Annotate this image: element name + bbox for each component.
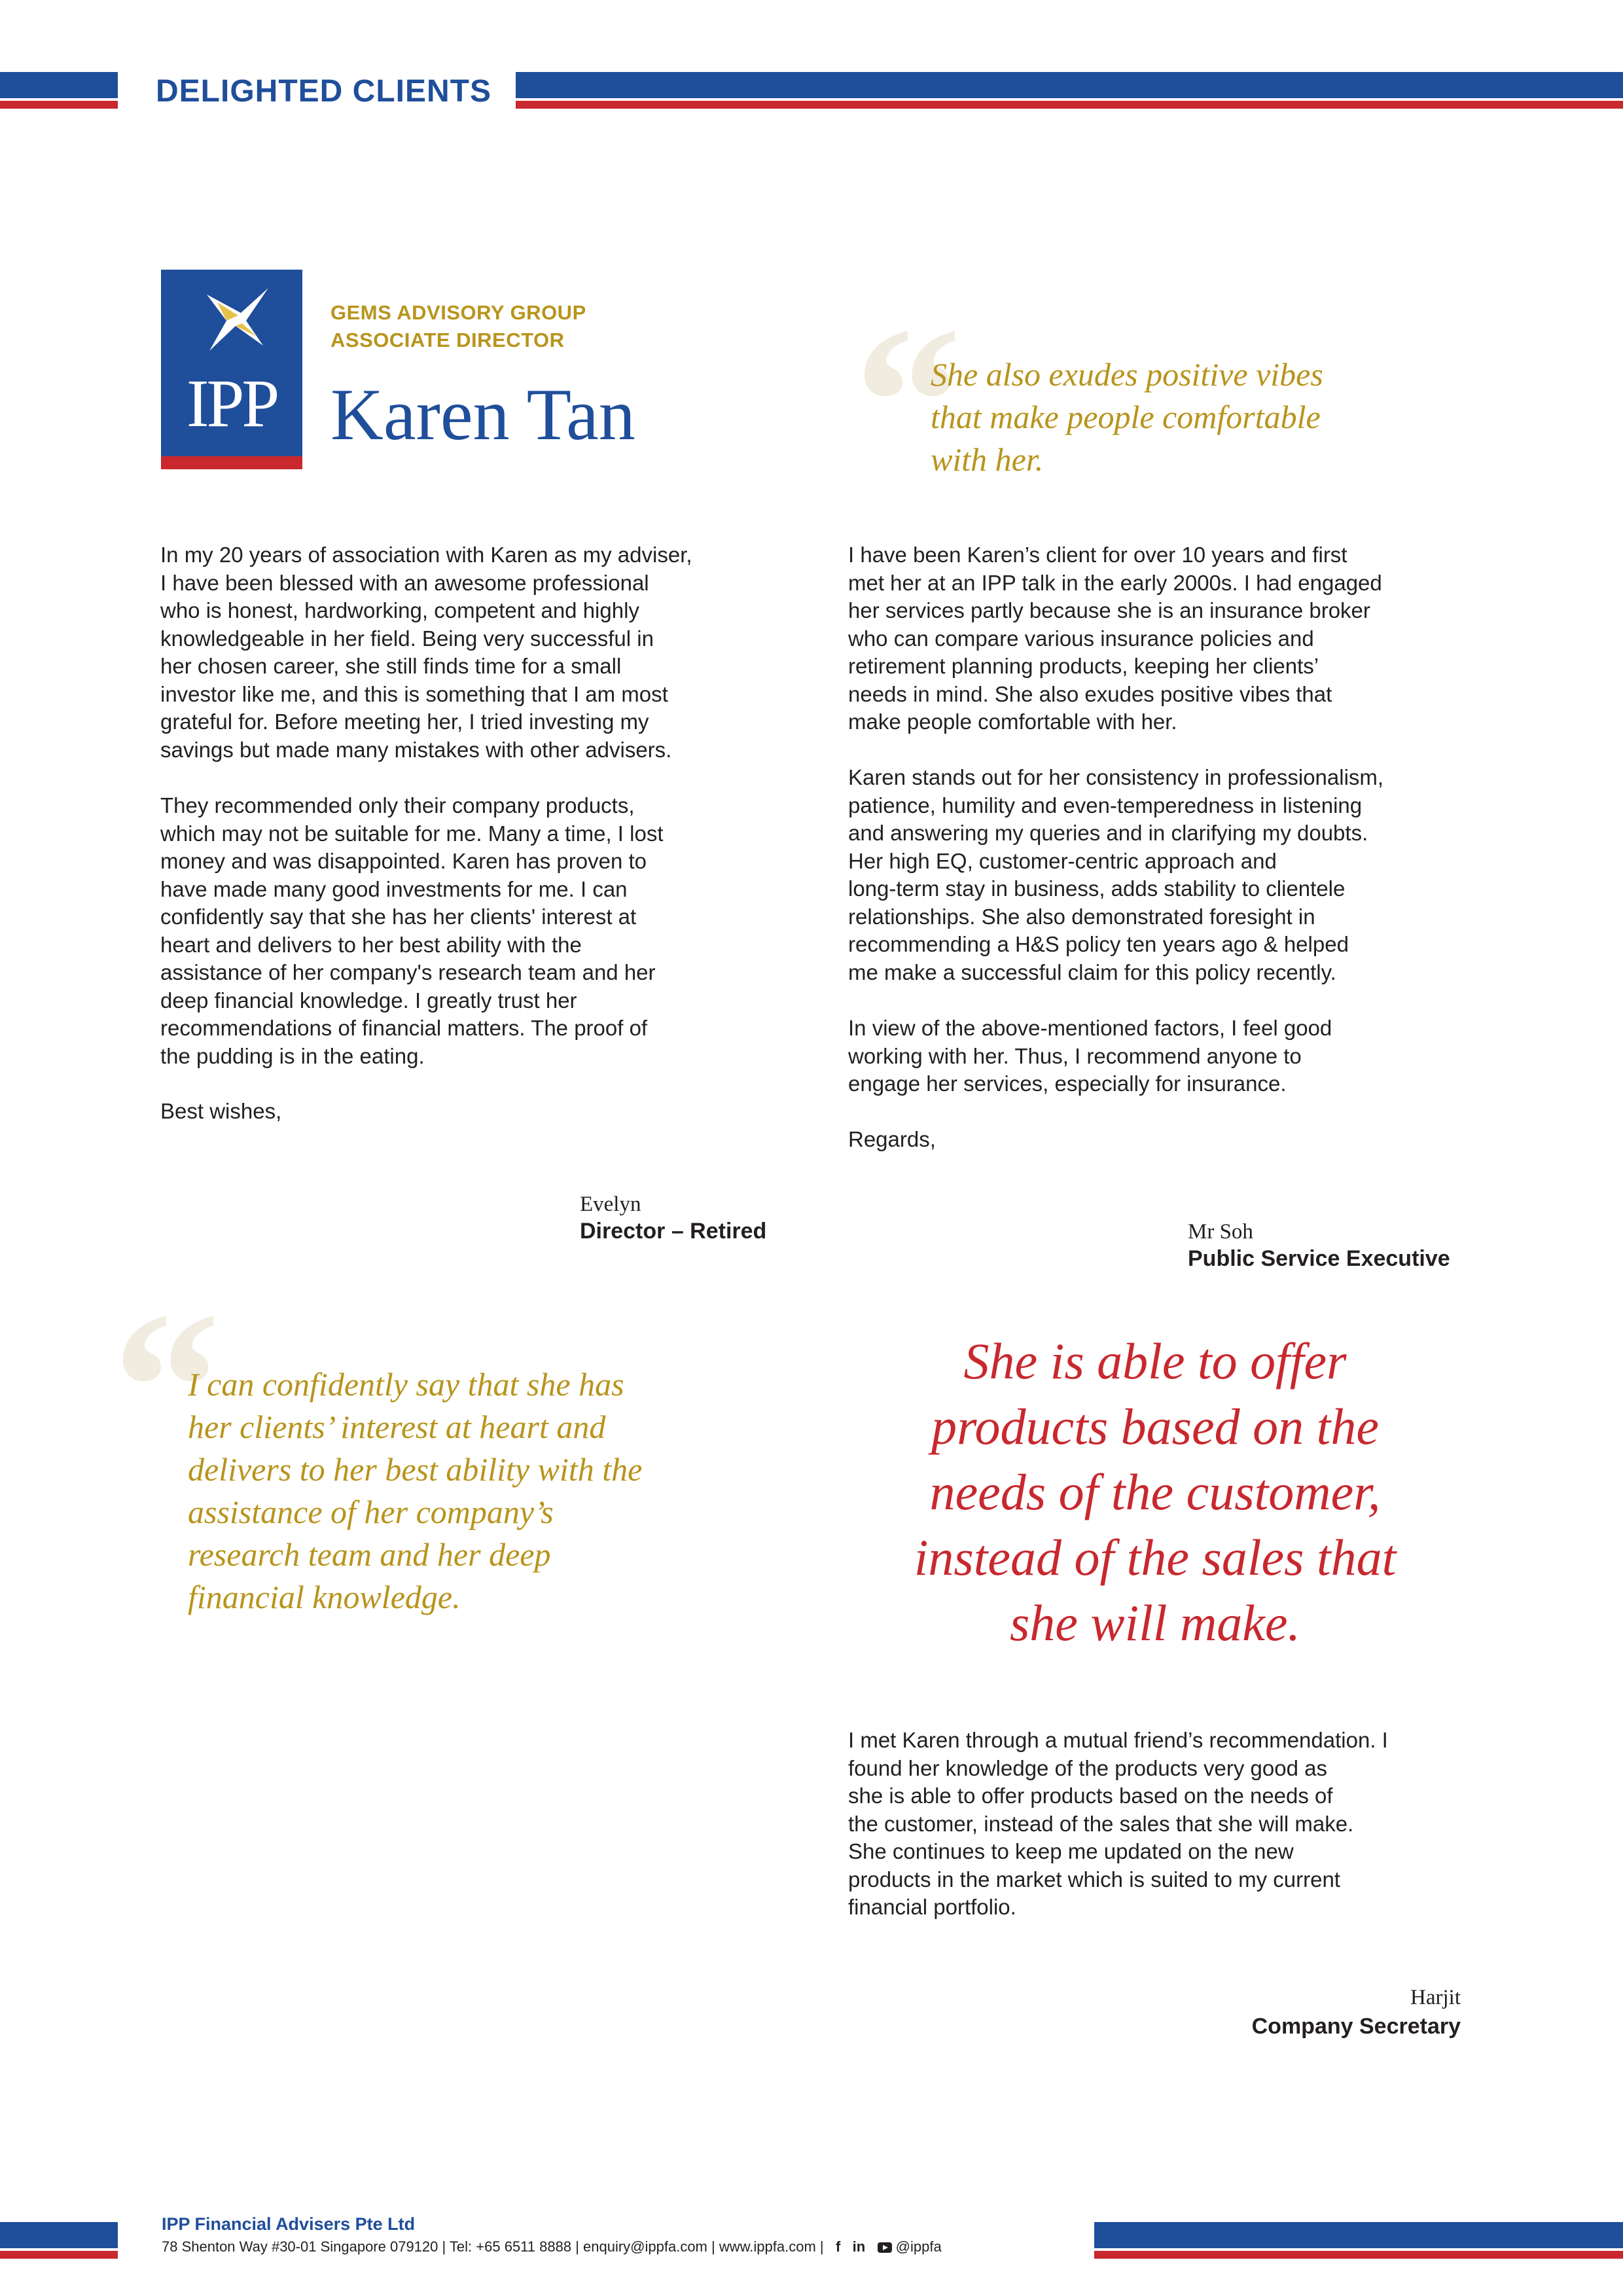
header-bar-right-red (516, 101, 1623, 109)
harjit-signature-name: Harjit (1410, 1986, 1461, 2009)
bird-star-icon (200, 283, 272, 355)
footer-bar-left-red (0, 2251, 118, 2259)
quote-mark-icon: “ (854, 283, 962, 522)
role-title: ASSOCIATE DIRECTOR (330, 329, 565, 351)
pull-quote-mid-left: I can confidently say that she has her clients’ interest at heart and delivers to her best ability with the assistance of her company’s research team and her deep financial knowledge. (188, 1366, 643, 1615)
mr-soh-paragraph-2: Karen stands out for her consistency in professionalism, patience, humility and even-temperedness in listening and answering my queries and in clarifying my doubts. Her high EQ, customer-centric approach and long-term stay in business, adds stability to clientele relationships. She also demonstrated foresight in recommending a H&S policy ten years ago & helped me make a successful claim for this policy recently. (848, 765, 1384, 984)
footer-bar-right-blue (1094, 2222, 1623, 2248)
group-name: GEMS ADVISORY GROUP (330, 301, 586, 324)
header-bar-left-blue (0, 72, 118, 98)
logo-red-stripe (161, 456, 302, 469)
page-header-title: DELIGHTED CLIENTS (156, 74, 492, 109)
logo-text: IPP (186, 366, 277, 441)
mr-soh-signature-name: Mr Soh (1188, 1220, 1253, 1244)
mr-soh-closing: Regards, (848, 1127, 936, 1151)
evelyn-signature-title: Director – Retired (580, 1219, 767, 1244)
mr-soh-signature-title: Public Service Executive (1188, 1246, 1450, 1271)
footer-bar-left-blue (0, 2222, 118, 2248)
harjit-paragraph-1: I met Karen through a mutual friend’s recommendation. I found her knowledge of the products very good as she is able to offer products based on the needs of the customer, instead of the sales that she will make. She continues to keep me updated on the new products in the market which is suited to my current financial portfolio. (848, 1728, 1388, 1919)
footer-company-name: IPP Financial Advisers Pte Ltd (162, 2214, 416, 2234)
footer-contact-line (162, 2238, 942, 2255)
mr-soh-paragraph-3: In view of the above-mentioned factors, I feel good working with her. Thus, I recommend anyone to engage her services, especially for insurance. (848, 1016, 1332, 1096)
evelyn-paragraph-2: They recommended only their company products, which may not be suitable for me. Many a time, I lost money and was disappointed. Karen has proven to have made many good investments for me. I can confidently say that she has her clients' interest at heart and delivers to her best ability with the assistance of her company's research team and her deep financial knowledge. I greatly trust her recommendations of financial matters. The proof of the pudding is in the eating. (160, 793, 664, 1068)
pull-quote-mid-right: She is able to offer products based on the needs of the customer, instead of the sales that she will make. (914, 1333, 1397, 1651)
footer-address: 78 Shenton Way #30-01 Singapore 079120 | Tel: +65 6511 8888 | enquiry@ippfa.com | www.ippfa.com | (162, 2238, 824, 2255)
pull-quote-top-right: She also exudes positive vibes that make people comfortable with her. (931, 356, 1323, 478)
harjit-signature-title: Company Secretary (1251, 2014, 1461, 2039)
social-handle[interactable]: @ippfa (895, 2238, 942, 2255)
linkedin-icon[interactable]: in (852, 2238, 866, 2255)
footer-bar-right-red (1094, 2251, 1623, 2259)
facebook-icon[interactable]: f (835, 2238, 841, 2255)
header-bar-right-blue (516, 72, 1623, 98)
youtube-icon[interactable] (878, 2242, 892, 2253)
ipp-logo (161, 270, 302, 469)
mr-soh-paragraph-1: I have been Karen’s client for over 10 years and first met her at an IPP talk in the early 2000s. I had engaged her services partly because she is an insurance broker who can compare various insurance policies and retirement planning products, keeping her clients’ needs in mind. She also exudes positive vibes that make people comfortable with her. (848, 543, 1382, 734)
evelyn-closing: Best wishes, (160, 1099, 282, 1123)
evelyn-signature-name: Evelyn (580, 1193, 641, 1216)
evelyn-paragraph-1: In my 20 years of association with Karen as my adviser, I have been blessed with an awesome professional who is honest, hardworking, competent and highly knowledgeable in her field. Being very successful in her chosen career, she still finds time for a small investor like me, and this is something that I am most grateful for. Before meeting her, I tried investing my savings but made many mistakes with other advisers. (160, 543, 692, 762)
header-bar-left-red (0, 101, 118, 109)
quote-mark-icon: “ (113, 1268, 221, 1507)
profile-name: Karen Tan (330, 374, 635, 456)
